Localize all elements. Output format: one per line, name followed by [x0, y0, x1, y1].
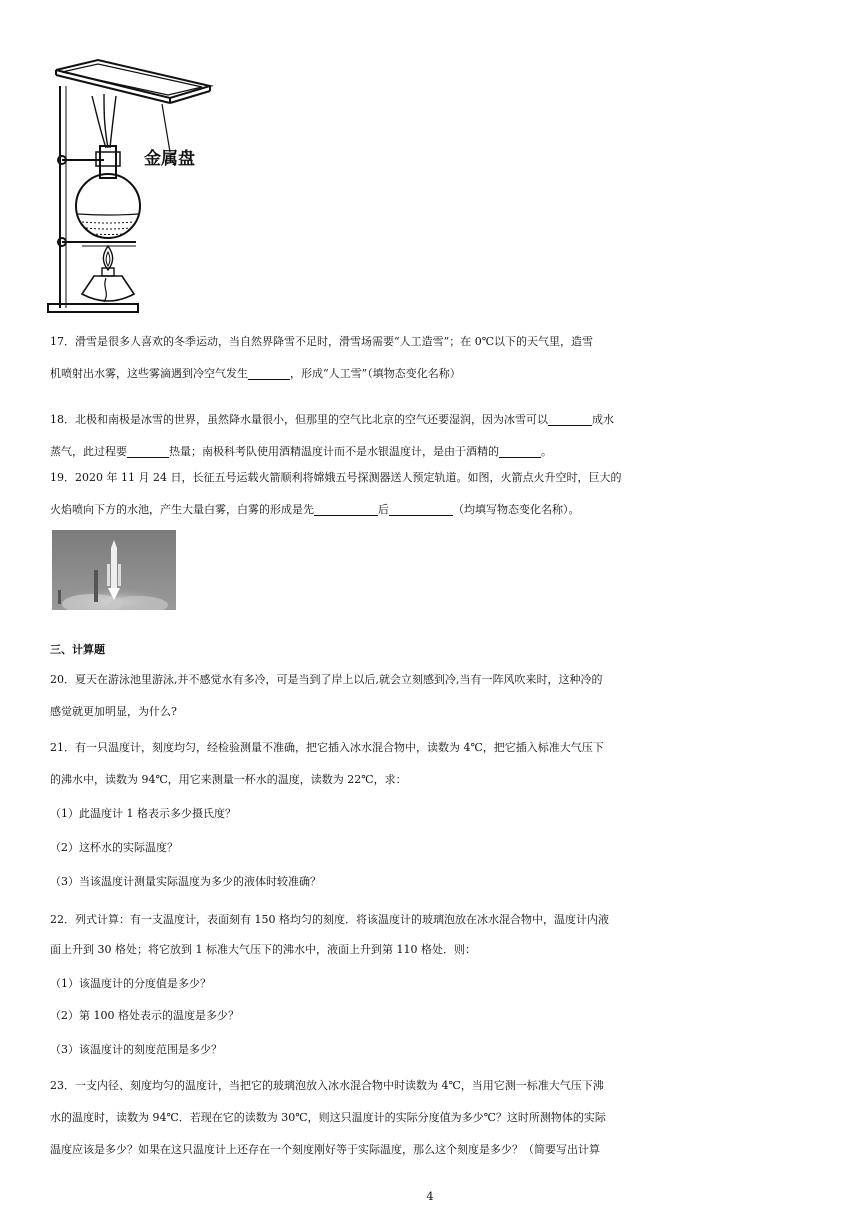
q21-text-b: 的沸水中，读数为 94℃，用它来测量一杯水的温度，读数为 22℃，求：: [50, 773, 407, 786]
apparatus-figure: [44, 56, 264, 318]
q19-text-a: 2020 年 11 月 24 日，长征五号运载火箭顺利将嫦娥五号探测器送人预定轨道。如图，火箭点火升空时，巨大的: [75, 471, 622, 484]
q17-line1: [50, 326, 820, 358]
page-number: 4: [426, 1190, 434, 1203]
q23-text-b: 水的温度时，读数为 94℃．若现在它的读数为 30℃，则这只温度计的实际分度值为多少℃？这时所测物体的实际: [50, 1111, 606, 1124]
q23-line2: [50, 1102, 820, 1134]
q20-line1: [50, 664, 820, 696]
q20-line2: [50, 696, 820, 728]
q21-line1: [50, 732, 820, 764]
q21-line2: [50, 764, 820, 796]
q19-text-d: （均填写物态变化名称）。: [453, 503, 580, 516]
q20-text-b: 感觉就更加明显，为什么?: [50, 705, 177, 718]
q19-text-c: 后: [378, 503, 389, 516]
q22-sub2: （2）第 100 格处表示的温度是多少？: [50, 1009, 239, 1022]
q22-line1: [50, 904, 820, 936]
section-title: 三、计算题: [50, 643, 105, 656]
q18-line1: [50, 404, 820, 436]
q18-text-a: 北极和南极是冰雪的世界，虽然降水量很小，但那里的空气比北京的空气还要湿润，因为冰雪可以: [75, 413, 548, 426]
q19-blank-1[interactable]: [314, 504, 378, 516]
q23-number: 23．: [50, 1079, 75, 1092]
q19-text-b: 火焰喷向下方的水池，产生大量白雾，白雾的形成是先: [50, 503, 314, 516]
q21-text-a: 有一只温度计，刻度均匀，经检验测量不准确，把它插入冰水混合物中，读数为 4℃，把它插入标准大气压下: [75, 741, 604, 754]
q22-sub3: （3）该温度计的刻度范围是多少？: [50, 1043, 222, 1056]
q23-line1: [50, 1070, 820, 1102]
q18-text-d: 热量；南极科考队使用酒精温度计而不是水银温度计，是由于酒精的: [169, 445, 499, 458]
q18-blank-3[interactable]: [499, 446, 541, 458]
q18-blank-2[interactable]: [127, 446, 169, 458]
q19-number: 19．: [50, 471, 75, 484]
q22-line2: [50, 934, 820, 966]
q21-sub1: （1）此温度计 1 格表示多少摄氏度？: [50, 807, 236, 820]
q19-blank-2[interactable]: [389, 504, 453, 516]
q17-text-c: ，形成“人工雪”（填物态变化名称）: [290, 367, 461, 380]
rocket-launch-photo: [52, 530, 176, 610]
q22-sub1: （1）该温度计的分度值是多少？: [50, 977, 211, 990]
q18-blank-1[interactable]: [548, 414, 592, 426]
q19-line1: [50, 462, 820, 494]
q17-text-b: 机喷射出水雾，这些雾滴遇到冷空气发生: [50, 367, 248, 380]
q18-text-c: 蒸气，此过程要: [50, 445, 127, 458]
q23-text-c: 温度应该是多少？如果在这只温度计上还存在一个刻度刚好等于实际温度，那么这个刻度是多少？（简要写出计算: [50, 1143, 600, 1156]
q18-text-e: 。: [541, 445, 552, 458]
q23-line3: [50, 1134, 820, 1166]
q21-sub3: （3）当该温度计测量实际温度为多少的液体时较准确？: [50, 875, 321, 888]
q17-line2: [50, 358, 820, 390]
q20-text-a: 夏天在游泳池里游泳,并不感觉水有多冷，可是当到了岸上以后,就会立刻感到冷,当有一阵风吹来时，这种冷的: [75, 673, 603, 686]
q17-number: 17．: [50, 335, 75, 348]
q23-text-a: 一支内径、刻度均匀的温度计，当把它的玻璃泡放入冰水混合物中时读数为 4℃，当用它测一标准大气压下沸: [75, 1079, 604, 1092]
q21-sub2: （2）这杯水的实际温度？: [50, 841, 178, 854]
q17-blank-1[interactable]: [248, 368, 290, 380]
q17-text-a: 滑雪是很多人喜欢的冬季运动，当自然界降雪不足时，滑雪场需要“人工造雪”；在 0℃以下的天气里，造雪: [75, 335, 594, 348]
metal-plate-label: 金属盘: [144, 149, 195, 169]
apparatus-diagram: [44, 56, 264, 318]
q21-number: 21．: [50, 741, 75, 754]
q19-line2: [50, 494, 820, 526]
q22-text-b: 面上升到 30 格处；将它放到 1 标准大气压下的沸水中，液面上升到第 110 格处．则：: [50, 943, 476, 956]
q22-number: 22．: [50, 913, 75, 926]
q18-text-b: 成水: [592, 413, 614, 426]
q20-number: 20．: [50, 673, 75, 686]
q22-text-a: 列式计算：有一支温度计，表面刻有 150 格均匀的刻度．将该温度计的玻璃泡放在冰水混合物中，温度计内液: [75, 913, 609, 926]
q18-number: 18．: [50, 413, 75, 426]
